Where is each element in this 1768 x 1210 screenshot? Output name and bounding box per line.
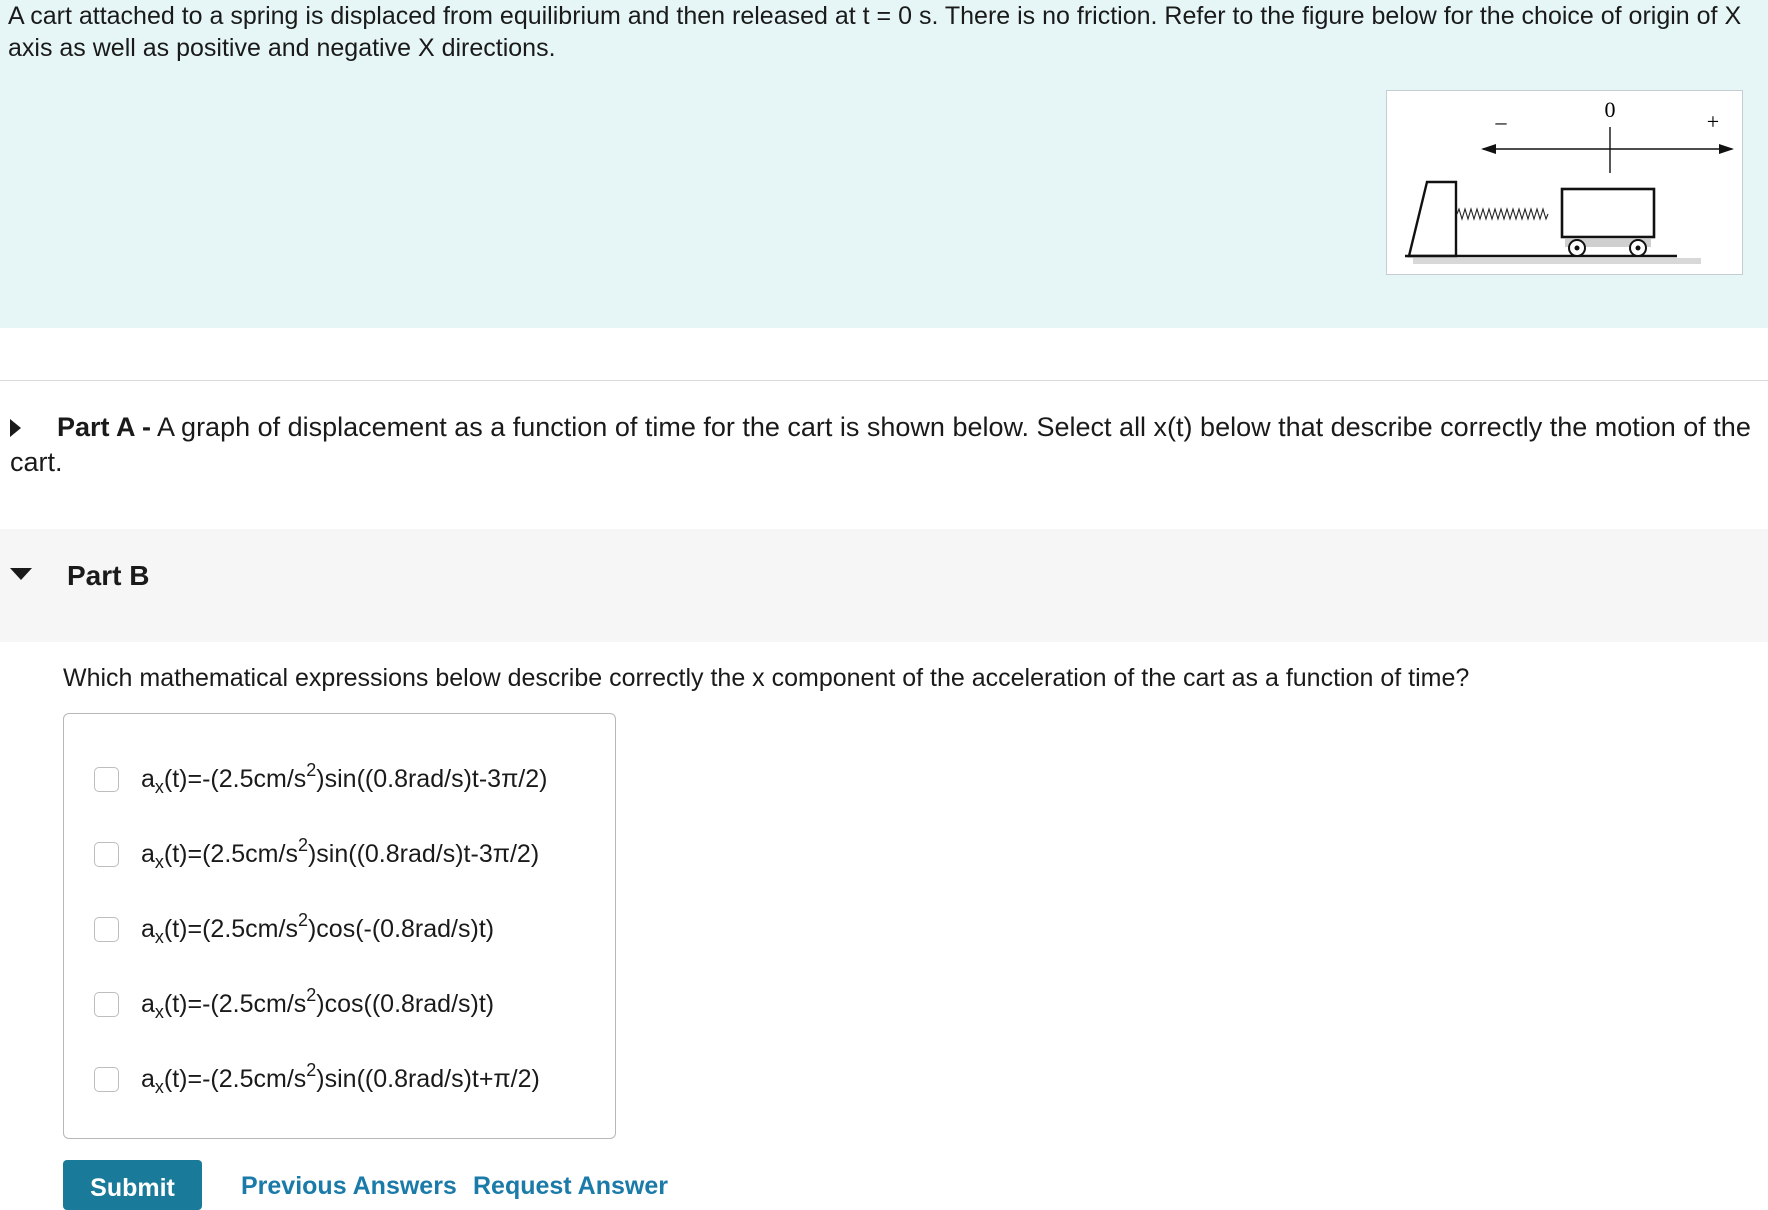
problem-intro [0,0,1768,328]
spring [1457,209,1548,219]
zero-label: 0 [1604,97,1616,122]
part-a-label: Part A - [57,412,152,442]
option-checkbox[interactable] [94,842,119,867]
option-label: $a_x(t)=-(2.5cm/s^2)\sin((0.8rad/s)t+\pi/2)$ [141,1060,540,1097]
option-label: $a_x(t)=-(2.5cm/s^2)\sin((0.8rad/s)t-3\pi/2)$ [141,760,548,797]
part-b-question: Which mathematical expressions below describe correctly the x component of the acceleration of the cart as a function of time? [63,664,1470,692]
part-b-title: Part B [67,560,150,591]
option-label: $a_x(t)=(2.5cm/s^2)\cos(-(0.8rad/s)t)$ [141,910,495,947]
expand-arrow-icon[interactable] [10,419,21,437]
request-answer-link[interactable]: Request Answer [473,1172,668,1200]
cart-spring-diagram [1387,91,1744,276]
minus-label: – [1495,109,1507,134]
ground-shadow [1413,258,1701,264]
intro-text: A cart attached to a spring is displaced from equilibrium and then released at t = 0 s. There is no friction. Refer to the figure below for the choice of origin of X axis as well as positive and negative X directions. [8,2,1742,62]
answer-options [63,713,616,1139]
option-checkbox[interactable] [94,767,119,792]
option-1[interactable] [94,757,548,801]
cart-spring-figure [1386,90,1743,275]
part-a-header[interactable] [10,410,1760,480]
collapse-arrow-icon[interactable] [10,568,32,580]
option-label: $a_x(t)=(2.5cm/s^2)\sin((0.8rad/s)t-3\pi/2)$ [141,835,540,872]
option-4[interactable] [94,982,494,1026]
x-axis-left-arrow [1481,144,1496,154]
option-checkbox[interactable] [94,992,119,1017]
previous-answers-link[interactable]: Previous Answers [241,1172,457,1200]
option-checkbox[interactable] [94,917,119,942]
option-label: $a_x(t)=-(2.5cm/s^2)\cos((0.8rad/s)t)$ [141,985,495,1022]
submit-button[interactable]: Submit [63,1160,202,1210]
part-b-header[interactable] [0,529,1768,642]
section-divider [0,380,1768,381]
option-3[interactable] [94,907,494,951]
wall [1409,182,1456,256]
plus-label: + [1706,109,1720,134]
option-checkbox[interactable] [94,1067,119,1092]
option-5[interactable] [94,1057,540,1101]
option-2[interactable] [94,832,539,876]
x-axis-right-arrow [1719,144,1734,154]
cart-body [1562,189,1654,237]
part-a-text: A graph of displacement as a function of time for the cart is shown below. Select all x(t) below that describe correctly the motion of the cart. [10,412,1751,477]
